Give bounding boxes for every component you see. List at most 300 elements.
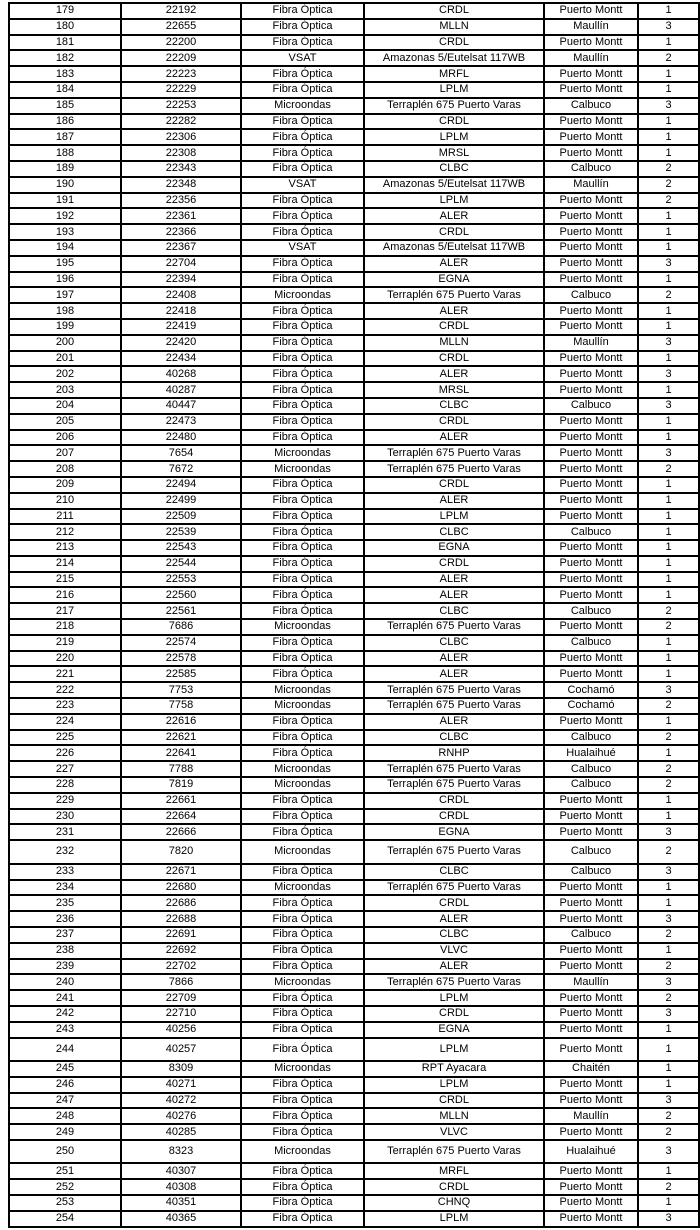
table-row [9,35,699,51]
cell-index: 248 [9,1108,121,1124]
cell-site: Terraplén 675 Puerto Varas [364,287,544,303]
cell-index: 209 [9,477,121,493]
cell-comuna: Puerto Montt [544,1038,638,1062]
cell-site: CLBC [364,524,544,540]
cell-id: 22473 [121,414,241,430]
cell-id: 7788 [121,761,241,777]
cell-technology: Fibra Óptica [241,1077,364,1093]
cell-index: 205 [9,414,121,430]
cell-quantity: 1 [638,809,699,825]
cell-comuna: Puerto Montt [544,445,638,461]
cell-comuna: Puerto Montt [544,35,638,51]
table-row [9,777,699,793]
cell-site: LPLM [364,509,544,525]
cell-index: 229 [9,793,121,809]
cell-technology: Fibra Óptica [241,161,364,177]
cell-index: 188 [9,145,121,161]
cell-quantity: 3 [638,1006,699,1022]
cell-id: 22616 [121,714,241,730]
cell-quantity: 3 [638,1093,699,1109]
cell-comuna: Puerto Montt [544,1179,638,1195]
cell-site: CRDL [364,224,544,240]
cell-quantity: 2 [638,287,699,303]
cell-index: 215 [9,572,121,588]
table-row [9,730,699,746]
cell-comuna: Maullín [544,177,638,193]
cell-id: 22561 [121,603,241,619]
table-row [9,240,699,256]
cell-comuna: Puerto Montt [544,319,638,335]
cell-technology: Fibra Óptica [241,730,364,746]
cell-comuna: Calbuco [544,840,638,864]
cell-id: 22420 [121,335,241,351]
cell-site: Terraplén 675 Puerto Varas [364,880,544,896]
cell-comuna: Hualaihué [544,745,638,761]
cell-quantity: 2 [638,619,699,635]
cell-id: 22209 [121,50,241,66]
cell-comuna: Calbuco [544,287,638,303]
cell-id: 40365 [121,1211,241,1227]
cell-comuna: Puerto Montt [544,224,638,240]
cell-id: 40271 [121,1077,241,1093]
cell-site: EGNA [364,1022,544,1038]
cell-technology: Microondas [241,698,364,714]
cell-id: 22544 [121,556,241,572]
cell-technology: Fibra Óptica [241,114,364,130]
cell-technology: Microondas [241,445,364,461]
cell-quantity: 1 [638,880,699,896]
cell-technology: Fibra Óptica [241,477,364,493]
cell-site: CLBC [364,864,544,880]
cell-index: 221 [9,666,121,682]
cell-index: 242 [9,1006,121,1022]
cell-site: RPT Ayacara [364,1061,544,1077]
cell-id: 7819 [121,777,241,793]
cell-index: 191 [9,193,121,209]
table-row [9,414,699,430]
cell-index: 224 [9,714,121,730]
cell-id: 40256 [121,1022,241,1038]
cell-id: 22709 [121,990,241,1006]
cell-index: 220 [9,651,121,667]
table-row [9,477,699,493]
cell-technology: Fibra Óptica [241,3,364,19]
table-row [9,1179,699,1195]
cell-quantity: 3 [638,974,699,990]
cell-id: 22539 [121,524,241,540]
cell-site: RNHP [364,745,544,761]
cell-index: 199 [9,319,121,335]
cell-index: 208 [9,461,121,477]
cell-site: Terraplén 675 Puerto Varas [364,761,544,777]
cell-site: Terraplén 675 Puerto Varas [364,461,544,477]
cell-quantity: 2 [638,698,699,714]
cell-index: 201 [9,351,121,367]
table-row [9,1038,699,1062]
table-row [9,319,699,335]
cell-site: ALER [364,366,544,382]
cell-site: Amazonas 5/Eutelsat 117WB [364,177,544,193]
cell-technology: Fibra Óptica [241,666,364,682]
cell-quantity: 1 [638,745,699,761]
cell-site: ALER [364,430,544,446]
cell-technology: Fibra Óptica [241,990,364,1006]
cell-id: 22578 [121,651,241,667]
cell-id: 22361 [121,208,241,224]
cell-index: 222 [9,682,121,698]
cell-index: 180 [9,19,121,35]
cell-quantity: 1 [638,82,699,98]
cell-comuna: Hualaihué [544,1140,638,1164]
cell-technology: Microondas [241,1140,364,1164]
cell-comuna: Maullín [544,335,638,351]
cell-id: 22308 [121,145,241,161]
table-row [9,1108,699,1124]
cell-quantity: 2 [638,840,699,864]
cell-quantity: 2 [638,927,699,943]
cell-index: 216 [9,587,121,603]
table-row [9,114,699,130]
cell-technology: Fibra Óptica [241,959,364,975]
table-row [9,1140,699,1164]
cell-id: 22702 [121,959,241,975]
cell-quantity: 2 [638,1108,699,1124]
cell-site: LPLM [364,129,544,145]
cell-technology: Fibra Óptica [241,319,364,335]
cell-quantity: 1 [638,414,699,430]
table-row [9,1195,699,1211]
cell-quantity: 1 [638,208,699,224]
cell-technology: Fibra Óptica [241,895,364,911]
table-row [9,161,699,177]
cell-comuna: Puerto Montt [544,272,638,288]
cell-quantity: 1 [638,1061,699,1077]
table-row [9,556,699,572]
cell-comuna: Maullín [544,1108,638,1124]
cell-index: 238 [9,943,121,959]
cell-index: 196 [9,272,121,288]
cell-site: CLBC [364,730,544,746]
cell-index: 241 [9,990,121,1006]
cell-quantity: 1 [638,943,699,959]
table-row [9,493,699,509]
cell-comuna: Puerto Montt [544,793,638,809]
cell-site: EGNA [364,540,544,556]
table-row [9,19,699,35]
cell-index: 212 [9,524,121,540]
cell-technology: Fibra Óptica [241,1163,364,1179]
cell-id: 22641 [121,745,241,761]
cell-quantity: 2 [638,777,699,793]
cell-comuna: Puerto Montt [544,145,638,161]
cell-comuna: Puerto Montt [544,509,638,525]
cell-quantity: 1 [638,651,699,667]
cell-comuna: Puerto Montt [544,959,638,975]
cell-comuna: Calbuco [544,603,638,619]
cell-comuna: Calbuco [544,524,638,540]
cell-index: 181 [9,35,121,51]
cell-technology: Fibra Óptica [241,272,364,288]
table-row [9,430,699,446]
cell-index: 218 [9,619,121,635]
cell-id: 22253 [121,98,241,114]
cell-site: VLVC [364,1124,544,1140]
cell-technology: Fibra Óptica [241,1093,364,1109]
cell-comuna: Puerto Montt [544,129,638,145]
cell-site: CLBC [364,927,544,943]
cell-index: 230 [9,809,121,825]
cell-technology: VSAT [241,240,364,256]
cell-quantity: 1 [638,477,699,493]
cell-quantity: 3 [638,682,699,698]
cell-comuna: Puerto Montt [544,430,638,446]
cell-site: MRSL [364,382,544,398]
cell-index: 217 [9,603,121,619]
table-row [9,714,699,730]
table-row [9,256,699,272]
cell-quantity: 1 [638,272,699,288]
cell-index: 197 [9,287,121,303]
cell-index: 202 [9,366,121,382]
cell-quantity: 1 [638,714,699,730]
cell-site: ALER [364,208,544,224]
cell-quantity: 1 [638,145,699,161]
table-row [9,272,699,288]
cell-quantity: 1 [638,114,699,130]
cell-id: 7820 [121,840,241,864]
cell-index: 253 [9,1195,121,1211]
sites-table-body [9,3,699,1227]
cell-index: 189 [9,161,121,177]
cell-site: CRDL [364,414,544,430]
cell-index: 198 [9,303,121,319]
cell-index: 179 [9,3,121,19]
cell-quantity: 2 [638,161,699,177]
cell-id: 40257 [121,1038,241,1062]
cell-quantity: 1 [638,793,699,809]
cell-technology: Fibra Óptica [241,129,364,145]
cell-index: 183 [9,66,121,82]
cell-comuna: Puerto Montt [544,911,638,927]
cell-site: LPLM [364,1077,544,1093]
cell-id: 22418 [121,303,241,319]
cell-quantity: 1 [638,430,699,446]
table-row [9,745,699,761]
cell-quantity: 1 [638,1163,699,1179]
table-row [9,398,699,414]
cell-site: EGNA [364,272,544,288]
cell-comuna: Puerto Montt [544,1195,638,1211]
table-row [9,619,699,635]
cell-comuna: Cochamó [544,682,638,698]
cell-comuna: Maullín [544,974,638,990]
cell-technology: Fibra Óptica [241,430,364,446]
cell-technology: Fibra Óptica [241,335,364,351]
cell-quantity: 3 [638,335,699,351]
cell-id: 7654 [121,445,241,461]
cell-id: 22509 [121,509,241,525]
cell-index: 251 [9,1163,121,1179]
cell-index: 192 [9,208,121,224]
table-row [9,382,699,398]
cell-technology: Microondas [241,98,364,114]
cell-comuna: Puerto Montt [544,114,638,130]
cell-comuna: Calbuco [544,635,638,651]
cell-comuna: Calbuco [544,777,638,793]
table-row [9,943,699,959]
cell-site: CRDL [364,35,544,51]
cell-index: 182 [9,50,121,66]
table-row [9,1093,699,1109]
cell-site: CRDL [364,1006,544,1022]
cell-id: 22686 [121,895,241,911]
cell-index: 187 [9,129,121,145]
cell-quantity: 1 [638,351,699,367]
table-row [9,193,699,209]
table-row [9,524,699,540]
cell-index: 219 [9,635,121,651]
table-row [9,880,699,896]
cell-site: CRDL [364,556,544,572]
cell-index: 226 [9,745,121,761]
table-row [9,651,699,667]
cell-comuna: Puerto Montt [544,66,638,82]
table-row [9,1124,699,1140]
cell-site: Terraplén 675 Puerto Varas [364,974,544,990]
table-row [9,603,699,619]
cell-comuna: Puerto Montt [544,1124,638,1140]
cell-id: 7753 [121,682,241,698]
cell-quantity: 3 [638,19,699,35]
cell-technology: Fibra Óptica [241,1179,364,1195]
cell-quantity: 3 [638,256,699,272]
cell-site: CRDL [364,895,544,911]
cell-quantity: 3 [638,98,699,114]
cell-technology: Fibra Óptica [241,943,364,959]
table-row [9,895,699,911]
cell-index: 193 [9,224,121,240]
cell-technology: Fibra Óptica [241,540,364,556]
cell-comuna: Calbuco [544,927,638,943]
cell-id: 22553 [121,572,241,588]
cell-technology: Fibra Óptica [241,1211,364,1227]
cell-site: Terraplén 675 Puerto Varas [364,682,544,698]
cell-comuna: Calbuco [544,730,638,746]
cell-technology: Fibra Óptica [241,809,364,825]
cell-site: CRDL [364,793,544,809]
cell-technology: Fibra Óptica [241,745,364,761]
cell-index: 204 [9,398,121,414]
cell-comuna: Calbuco [544,98,638,114]
sites-table [8,2,700,1228]
cell-index: 250 [9,1140,121,1164]
cell-technology: Fibra Óptica [241,193,364,209]
table-row [9,1163,699,1179]
cell-comuna: Puerto Montt [544,943,638,959]
cell-index: 233 [9,864,121,880]
cell-id: 22574 [121,635,241,651]
cell-index: 231 [9,824,121,840]
cell-technology: Fibra Óptica [241,414,364,430]
cell-index: 190 [9,177,121,193]
cell-index: 232 [9,840,121,864]
cell-index: 223 [9,698,121,714]
cell-comuna: Puerto Montt [544,1077,638,1093]
cell-technology: Fibra Óptica [241,1022,364,1038]
cell-quantity: 1 [638,556,699,572]
cell-quantity: 1 [638,1038,699,1062]
cell-quantity: 1 [638,224,699,240]
cell-technology: Fibra Óptica [241,651,364,667]
cell-index: 245 [9,1061,121,1077]
cell-technology: Microondas [241,1061,364,1077]
cell-index: 203 [9,382,121,398]
cell-comuna: Puerto Montt [544,619,638,635]
table-row [9,824,699,840]
table-row [9,145,699,161]
cell-id: 7866 [121,974,241,990]
table-row [9,287,699,303]
cell-comuna: Puerto Montt [544,880,638,896]
table-row [9,366,699,382]
cell-id: 22394 [121,272,241,288]
cell-id: 22200 [121,35,241,51]
table-row [9,587,699,603]
cell-id: 40308 [121,1179,241,1195]
cell-quantity: 3 [638,864,699,880]
cell-comuna: Puerto Montt [544,382,638,398]
cell-quantity: 1 [638,66,699,82]
cell-site: ALER [364,911,544,927]
cell-index: 254 [9,1211,121,1227]
cell-comuna: Puerto Montt [544,366,638,382]
table-row [9,1077,699,1093]
cell-id: 40276 [121,1108,241,1124]
table-row [9,177,699,193]
cell-id: 22480 [121,430,241,446]
cell-index: 228 [9,777,121,793]
cell-technology: Fibra Óptica [241,1038,364,1062]
cell-technology: Fibra Óptica [241,635,364,651]
cell-index: 240 [9,974,121,990]
cell-technology: Microondas [241,761,364,777]
table-row [9,793,699,809]
cell-id: 7758 [121,698,241,714]
cell-comuna: Calbuco [544,761,638,777]
cell-comuna: Puerto Montt [544,1093,638,1109]
cell-technology: Fibra Óptica [241,224,364,240]
cell-comuna: Puerto Montt [544,208,638,224]
cell-id: 40268 [121,366,241,382]
table-row [9,66,699,82]
cell-site: Terraplén 675 Puerto Varas [364,98,544,114]
cell-quantity: 1 [638,1195,699,1211]
cell-comuna: Puerto Montt [544,82,638,98]
cell-technology: Microondas [241,840,364,864]
cell-id: 7672 [121,461,241,477]
table-row [9,682,699,698]
cell-index: 246 [9,1077,121,1093]
cell-site: MLLN [364,19,544,35]
cell-id: 22282 [121,114,241,130]
table-row [9,1006,699,1022]
cell-technology: Microondas [241,461,364,477]
cell-id: 22223 [121,66,241,82]
table-row [9,129,699,145]
cell-id: 22680 [121,880,241,896]
cell-id: 22691 [121,927,241,943]
table-row [9,635,699,651]
